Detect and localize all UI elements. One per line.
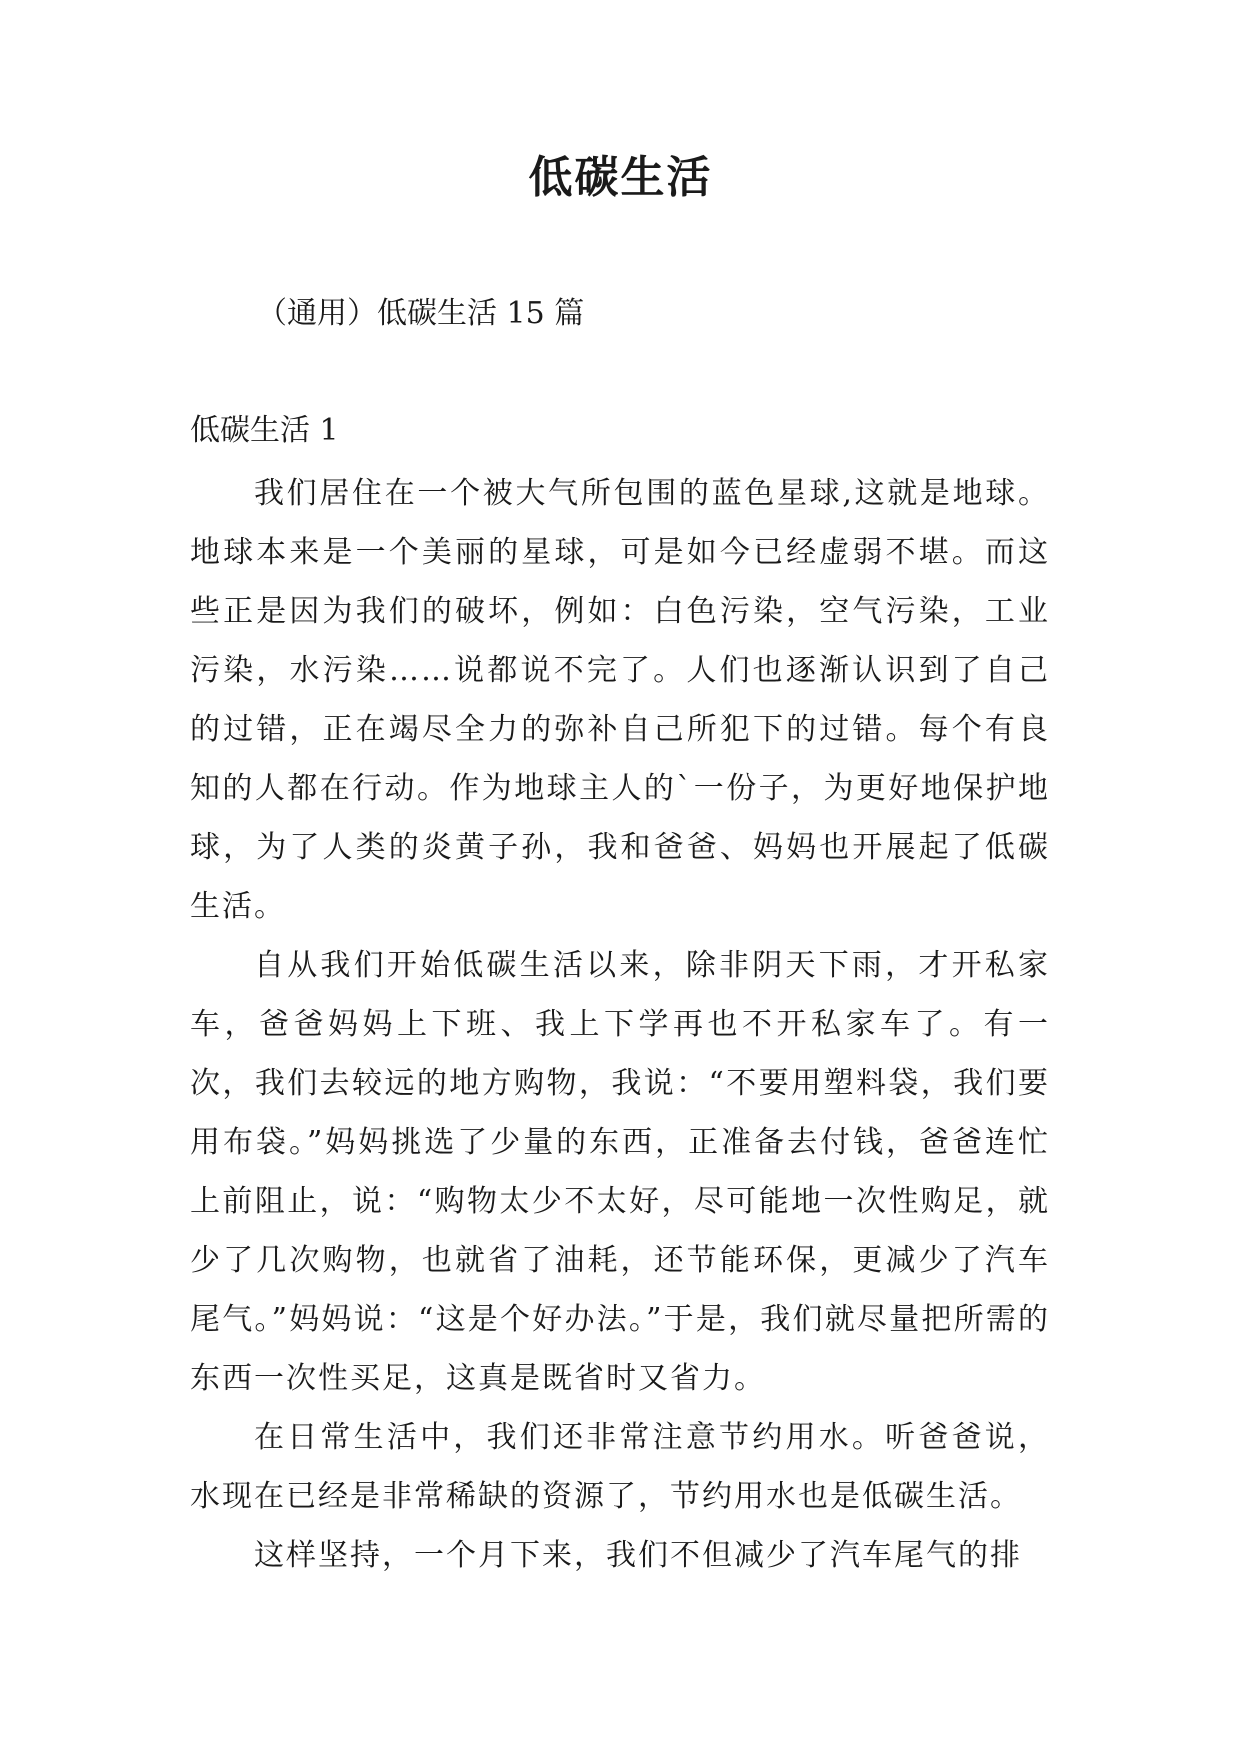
document-subtitle: （通用）低碳生活 15 篇 [257,296,585,331]
paragraph: 在日常生活中，我们还非常注意节约用水。听爸爸说，水现在已经是非常稀缺的资源了，节约用水也是低碳生活。 [190,1420,1050,1514]
paragraph: 这样坚持，一个月下来，我们不但减少了汽车尾气的排 [254,1538,1022,1573]
body-text [190,464,1050,1585]
paragraph: 自从我们开始低碳生活以来，除非阴天下雨，才开私家车，爸爸妈妈上下班、我上下学再也不开私家车了。有一次，我们去较远的地方购物，我说：“不要用塑料袋，我们要用布袋。”妈妈挑选了少量的东西，正准备去付钱，爸爸连忙上前阻止，说：“购物太少不太好，尽可能地一次性购足，就少了几次购物，也就省了油耗，还节能环保，更减少了汽车尾气。”妈妈说：“这是个好办法。”于是，我们就尽量把所需的东西一次性买足，这真是既省时又省力。 [190,948,1050,1396]
section-heading: 低碳生活 1 [190,413,339,448]
paragraph: 我们居住在一个被大气所包围的蓝色星球,这就是地球。地球本来是一个美丽的星球，可是如今已经虚弱不堪。而这些正是因为我们的破坏，例如：白色污染，空气污染，工业污染，水污染……说都说不完了。人们也逐渐认识到了自己的过错，正在竭尽全力的弥补自己所犯下的过错。每个有良知的人都在行动。作为地球主人的`一份子，为更好地保护地球，为了人类的炎黄子孙，我和爸爸、妈妈也开展起了低碳生活。 [190,476,1050,924]
document-title: 低碳生活 [528,152,713,203]
